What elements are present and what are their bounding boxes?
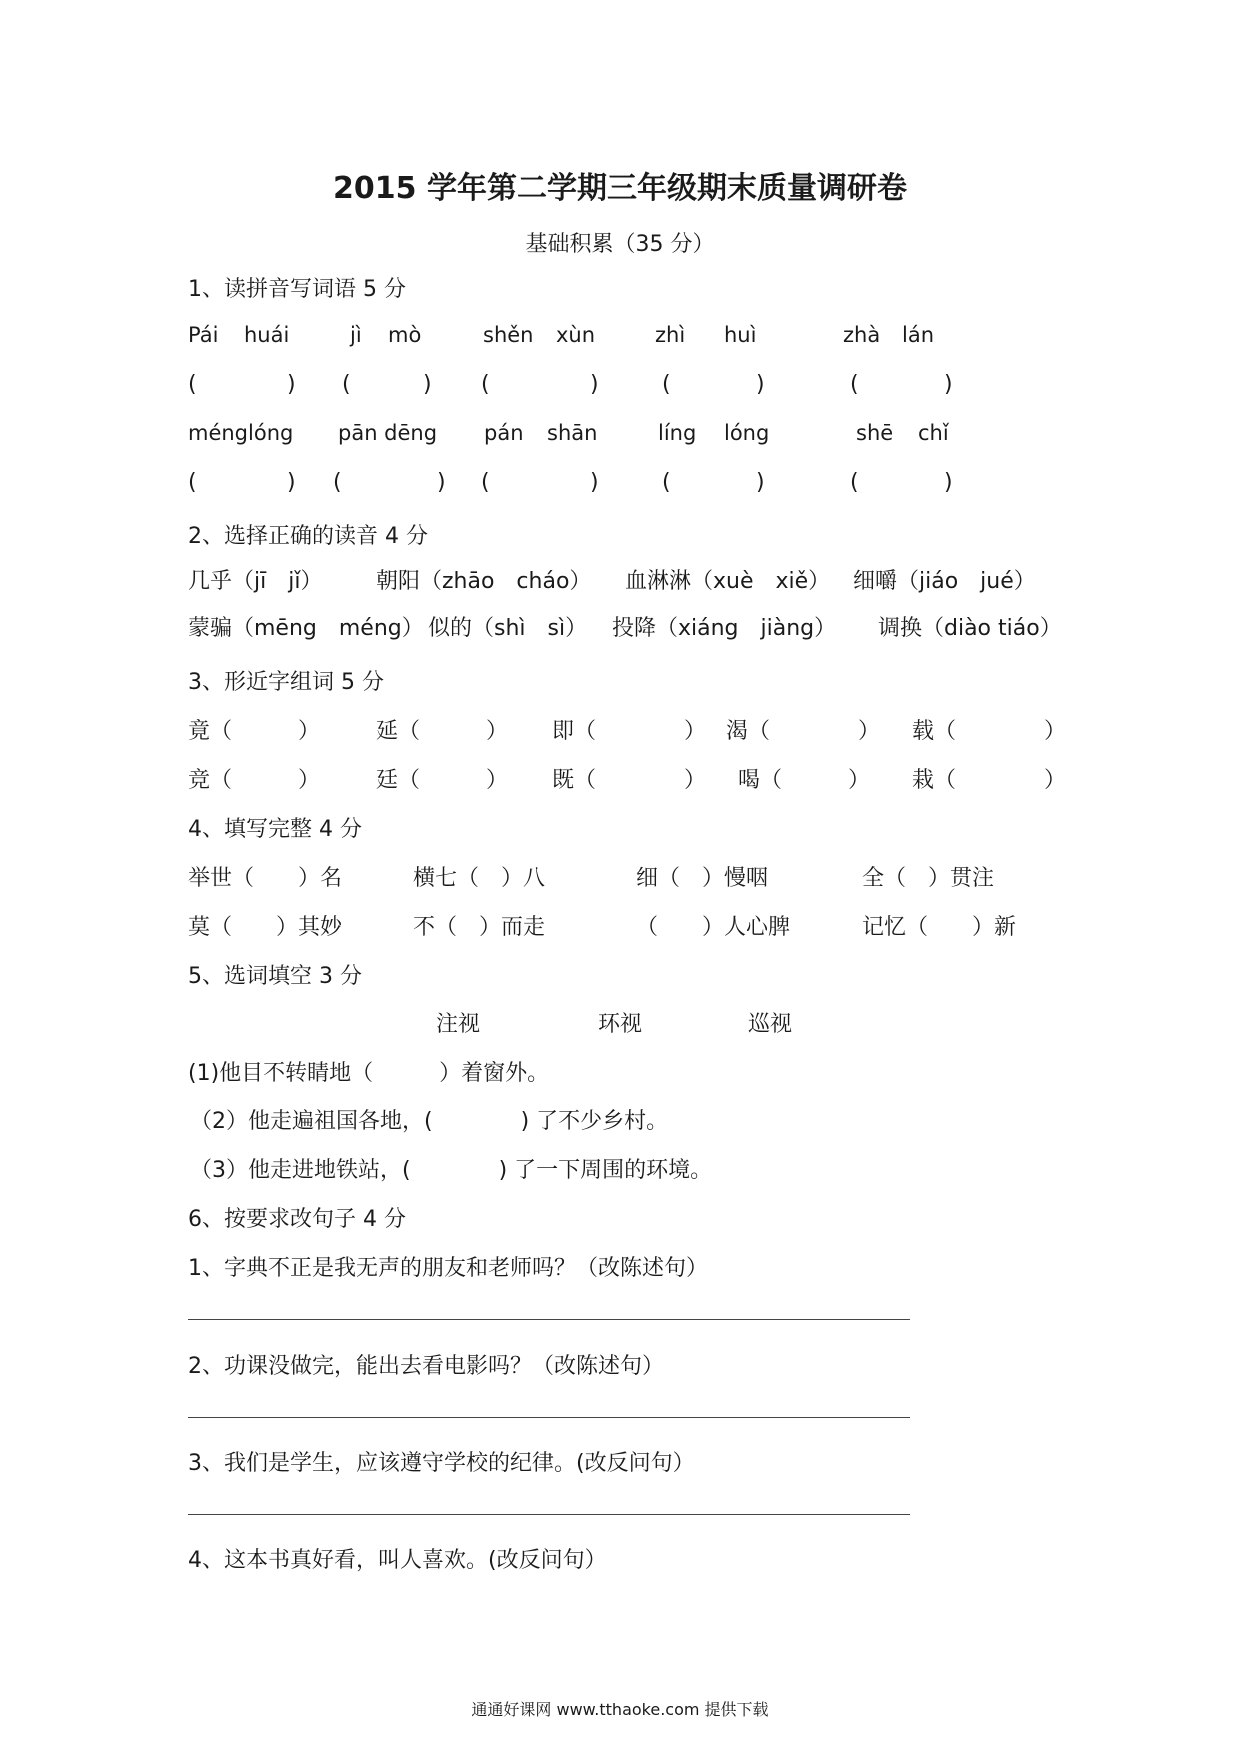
char-item: 竟（ ） xyxy=(188,719,321,744)
pinyin: huì xyxy=(724,323,757,347)
answer-close-paren: ) xyxy=(437,470,446,495)
idiom-item: 莫（ ）其妙 xyxy=(188,915,343,940)
q6-heading: 6、按要求改句子 4 分 xyxy=(188,1207,406,1232)
pinyin: shān xyxy=(547,421,598,445)
rewrite-item: 1、字典不正是我无声的朋友和老师吗？（改陈述句） xyxy=(188,1256,708,1281)
choice-item: 几乎（jī jǐ） xyxy=(188,569,323,594)
answer-open-paren: ( xyxy=(188,372,197,397)
idiom-item: 不（ ）而走 xyxy=(413,915,546,940)
choice-item: 朝阳（zhāo cháo） xyxy=(376,569,592,594)
answer-close-paren: ) xyxy=(590,372,599,397)
answer-open-paren: ( xyxy=(662,470,671,495)
q4-heading: 4、填写完整 4 分 xyxy=(188,817,362,842)
pinyin: shē xyxy=(856,421,894,445)
answer-open-paren: ( xyxy=(662,372,671,397)
answer-open-paren: ( xyxy=(333,470,342,495)
idiom-item: 横七（ ）八 xyxy=(413,866,546,891)
rewrite-item: 3、我们是学生，应该遵守学校的纪律。(改反问句） xyxy=(188,1451,695,1476)
choice-item: 调换（diào tiáo） xyxy=(878,616,1062,641)
pinyin: ménglóng xyxy=(188,421,294,445)
idiom-item: 细（ ）慢咽 xyxy=(636,866,769,891)
answer-close-paren: ) xyxy=(287,470,296,495)
q2-heading: 2、选择正确的读音 4 分 xyxy=(188,524,428,549)
answer-open-paren: ( xyxy=(481,372,490,397)
page-footer: 通通好课网 www.tthaoke.com 提供下载 xyxy=(471,1700,769,1719)
answer-line xyxy=(188,1514,910,1515)
answer-close-paren: ) xyxy=(423,372,432,397)
fill-sentence: (1)他目不转睛地（ ）着窗外。 xyxy=(188,1061,550,1086)
pinyin: pān dēng xyxy=(338,421,438,445)
fill-sentence: （3）他走进地铁站，( ) 了一下周围的环境。 xyxy=(190,1158,713,1183)
idiom-item: （ ）人心脾 xyxy=(636,915,791,940)
choice-item: 细嚼（jiáo jué） xyxy=(853,569,1036,594)
choice-item: 似的（shì sì） xyxy=(428,616,588,641)
char-item: 渴（ ） xyxy=(726,719,881,744)
pinyin: shěn xyxy=(483,323,534,347)
pinyin: mò xyxy=(388,323,422,347)
idiom-item: 全（ ）贯注 xyxy=(862,866,995,891)
answer-close-paren: ) xyxy=(756,470,765,495)
answer-close-paren: ) xyxy=(756,372,765,397)
rewrite-item: 4、这本书真好看，叫人喜欢。(改反问句） xyxy=(188,1548,607,1573)
fill-sentence: （2）他走遍祖国各地，( ) 了不少乡村。 xyxy=(190,1109,669,1134)
char-item: 即（ ） xyxy=(552,719,707,744)
page-title: 2015 学年第二学期三年级期末质量调研卷 xyxy=(333,171,907,206)
answer-open-paren: ( xyxy=(850,372,859,397)
char-item: 延（ ） xyxy=(376,719,509,744)
idiom-item: 记忆（ ）新 xyxy=(862,915,1017,940)
word-option: 环视 xyxy=(598,1012,643,1037)
section-subtitle: 基础积累（35 分） xyxy=(525,232,715,257)
pinyin: Pái xyxy=(188,323,219,347)
answer-close-paren: ) xyxy=(944,372,953,397)
pinyin: lán xyxy=(902,323,935,347)
char-item: 既（ ） xyxy=(552,768,707,793)
answer-close-paren: ) xyxy=(287,372,296,397)
q5-heading: 5、选词填空 3 分 xyxy=(188,964,362,989)
answer-open-paren: ( xyxy=(188,470,197,495)
char-item: 竞（ ） xyxy=(188,768,321,793)
pinyin: zhì xyxy=(655,323,686,347)
answer-open-paren: ( xyxy=(850,470,859,495)
pinyin: pán xyxy=(484,421,524,445)
rewrite-item: 2、功课没做完，能出去看电影吗？（改陈述句） xyxy=(188,1354,664,1379)
word-option: 巡视 xyxy=(748,1012,793,1037)
answer-open-paren: ( xyxy=(342,372,351,397)
answer-open-paren: ( xyxy=(481,470,490,495)
pinyin: jì xyxy=(350,323,362,347)
char-item: 栽（ ） xyxy=(912,768,1067,793)
answer-close-paren: ) xyxy=(944,470,953,495)
choice-item: 投降（xiáng jiàng） xyxy=(612,616,837,641)
answer-line xyxy=(188,1319,910,1320)
answer-line xyxy=(188,1417,910,1418)
idiom-item: 举世（ ）名 xyxy=(188,866,343,891)
pinyin: chǐ xyxy=(918,421,949,445)
q3-heading: 3、形近字组词 5 分 xyxy=(188,670,384,695)
char-item: 载（ ） xyxy=(912,719,1067,744)
pinyin: lóng xyxy=(724,421,770,445)
q1-heading: 1、读拼音写词语 5 分 xyxy=(188,277,406,302)
pinyin: xùn xyxy=(556,323,596,347)
choice-item: 蒙骗（mēng méng） xyxy=(188,616,424,641)
choice-item: 血淋淋（xuè xiě） xyxy=(625,569,831,594)
pinyin: zhà xyxy=(843,323,881,347)
char-item: 喝（ ） xyxy=(738,768,871,793)
pinyin: líng xyxy=(658,421,697,445)
answer-close-paren: ) xyxy=(590,470,599,495)
char-item: 廷（ ） xyxy=(376,768,509,793)
word-option: 注视 xyxy=(436,1012,481,1037)
pinyin: huái xyxy=(244,323,290,347)
